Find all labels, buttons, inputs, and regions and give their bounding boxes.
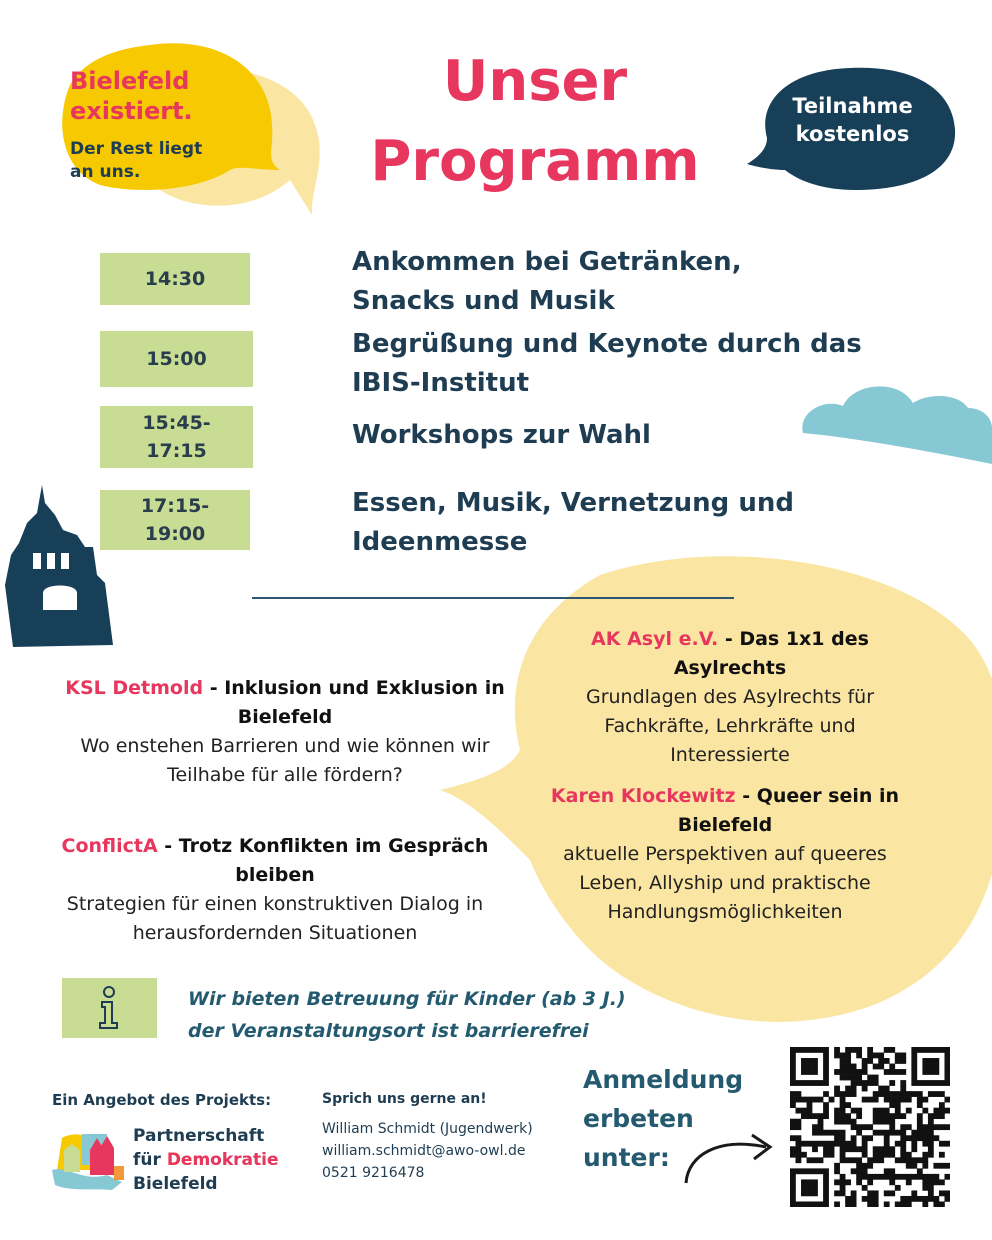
offer-label: Ein Angebot des Projekts: (52, 1091, 272, 1109)
bubble-subslogan-line2: an uns. (70, 162, 141, 182)
section-divider (252, 597, 734, 599)
workshop-desc-line3: Interessierte (670, 744, 790, 766)
info-box (62, 978, 157, 1038)
workshop-org: ConflictA (61, 835, 158, 857)
logo-line2-b: Demokratie (166, 1150, 279, 1170)
participation-note (770, 92, 935, 148)
workshop-desc-line2: Leben, Allyship und praktische (579, 872, 871, 894)
contact-name: William Schmidt (Jugendwerk) (322, 1121, 533, 1137)
schedule-time-1-line1: 14:30 (144, 268, 206, 290)
workshop-title: - Queer sein in (735, 785, 900, 807)
partnership-logo-text (133, 1124, 279, 1196)
schedule-time-3 (100, 406, 253, 468)
register-line2: erbeten (583, 1104, 694, 1133)
logo-line1: Partnerschaft (133, 1126, 265, 1146)
workshop-title-line2: bleiben (235, 864, 315, 886)
bubble-slogan (70, 66, 250, 126)
schedule-time-2 (100, 331, 253, 387)
arrow-icon (678, 1125, 778, 1190)
workshop-org: Karen Klockewitz (550, 785, 736, 807)
schedule-text-1 (352, 243, 872, 321)
contact-phone: 0521 9216478 (322, 1165, 425, 1181)
register-line3: unter: (583, 1143, 670, 1172)
schedule-time-4-line2: 19:00 (144, 523, 206, 545)
qr-code[interactable] (790, 1047, 950, 1207)
logo-line3: Bielefeld (133, 1174, 218, 1194)
participation-line1: Teilnahme (792, 94, 913, 118)
workshop-title: - Inklusion und Exklusion in (203, 677, 505, 699)
partnership-logo-icon (52, 1130, 127, 1192)
workshop-desc-line2: Teilhabe für alle fördern? (167, 764, 403, 786)
info-icon (62, 978, 157, 1038)
schedule-text-4 (352, 484, 872, 562)
schedule-text-2-line1: Begrüßung und Keynote durch das (352, 329, 862, 359)
workshop-ksl-detmold (55, 674, 515, 790)
schedule-text-2 (352, 325, 872, 403)
workshop-desc-line1: Grundlagen des Asylrechts für (585, 686, 875, 708)
schedule-text-2-line2: IBIS-Institut (352, 368, 530, 398)
schedule-time-2-line1: 15:00 (146, 348, 207, 370)
contact-details (322, 1118, 533, 1184)
schedule-time-4-line1: 17:15- (140, 495, 210, 517)
schedule-time-1 (100, 253, 250, 305)
register-line1: Anmeldung (583, 1065, 744, 1094)
schedule-time-4 (100, 490, 250, 550)
page-title (300, 42, 770, 202)
workshop-title: - Trotz Konflikten im Gespräch (157, 835, 489, 857)
schedule-time-3-line2: 17:15 (146, 440, 207, 462)
workshop-title: - Das 1x1 des Asylrechts (673, 628, 869, 679)
info-line1: Wir bieten Betreuung für Kinder (ab 3 J.) (188, 988, 626, 1010)
tower-icon (5, 485, 115, 650)
workshop-desc-line2: herausfordernden Situationen (132, 922, 418, 944)
workshop-karen-klockewitz (540, 782, 910, 927)
workshop-desc-line1: Wo enstehen Barrieren und wie können wir (80, 735, 490, 757)
schedule-time-3-line1: 15:45- (142, 412, 211, 434)
workshop-desc-line2: Fachkräfte, Lehrkräfte und (604, 715, 856, 737)
workshop-desc-line1: Strategien für einen konstruktiven Dialog in (66, 893, 484, 915)
qr-code-image (790, 1047, 950, 1207)
bubble-subslogan-line1: Der Rest liegt (70, 139, 203, 159)
contact-email[interactable]: william.schmidt@awo-owl.de (322, 1143, 526, 1159)
workshop-title-line2: Bielefeld (677, 814, 773, 836)
bubble-slogan-line2: existiert. (70, 97, 193, 125)
schedule-text-4-line1: Essen, Musik, Vernetzung und (352, 488, 794, 518)
workshop-desc-line3: Handlungsmöglichkeiten (607, 901, 843, 923)
workshop-desc-line1: aktuelle Perspektiven auf queeres (563, 843, 887, 865)
bubble-slogan-line1: Bielefeld (70, 67, 190, 95)
workshop-title-line2: Bielefeld (237, 706, 333, 728)
schedule-text-3 (352, 416, 872, 455)
workshop-conflicta (45, 832, 505, 948)
schedule-text-4-line2: Ideenmesse (352, 527, 528, 557)
schedule-text-3-line1: Workshops zur Wahl (352, 420, 651, 450)
contact-heading: Sprich uns gerne an! (322, 1091, 487, 1107)
logo-line2-a: für (133, 1150, 167, 1170)
workshop-org: KSL Detmold (65, 677, 204, 699)
bubble-subslogan (70, 138, 250, 184)
info-line2: der Veranstaltungsort ist barrierefrei (188, 1020, 589, 1042)
title-line2: Programm (370, 129, 700, 194)
title-line1: Unser (442, 49, 628, 114)
schedule-text-1-line1: Ankommen bei Getränken, (352, 247, 742, 277)
workshop-ak-asyl (540, 625, 920, 770)
schedule-text-1-line2: Snacks und Musik (352, 286, 615, 316)
participation-line2: kostenlos (795, 122, 910, 146)
workshop-org: AK Asyl e.V. (591, 628, 719, 650)
info-text (188, 983, 668, 1047)
